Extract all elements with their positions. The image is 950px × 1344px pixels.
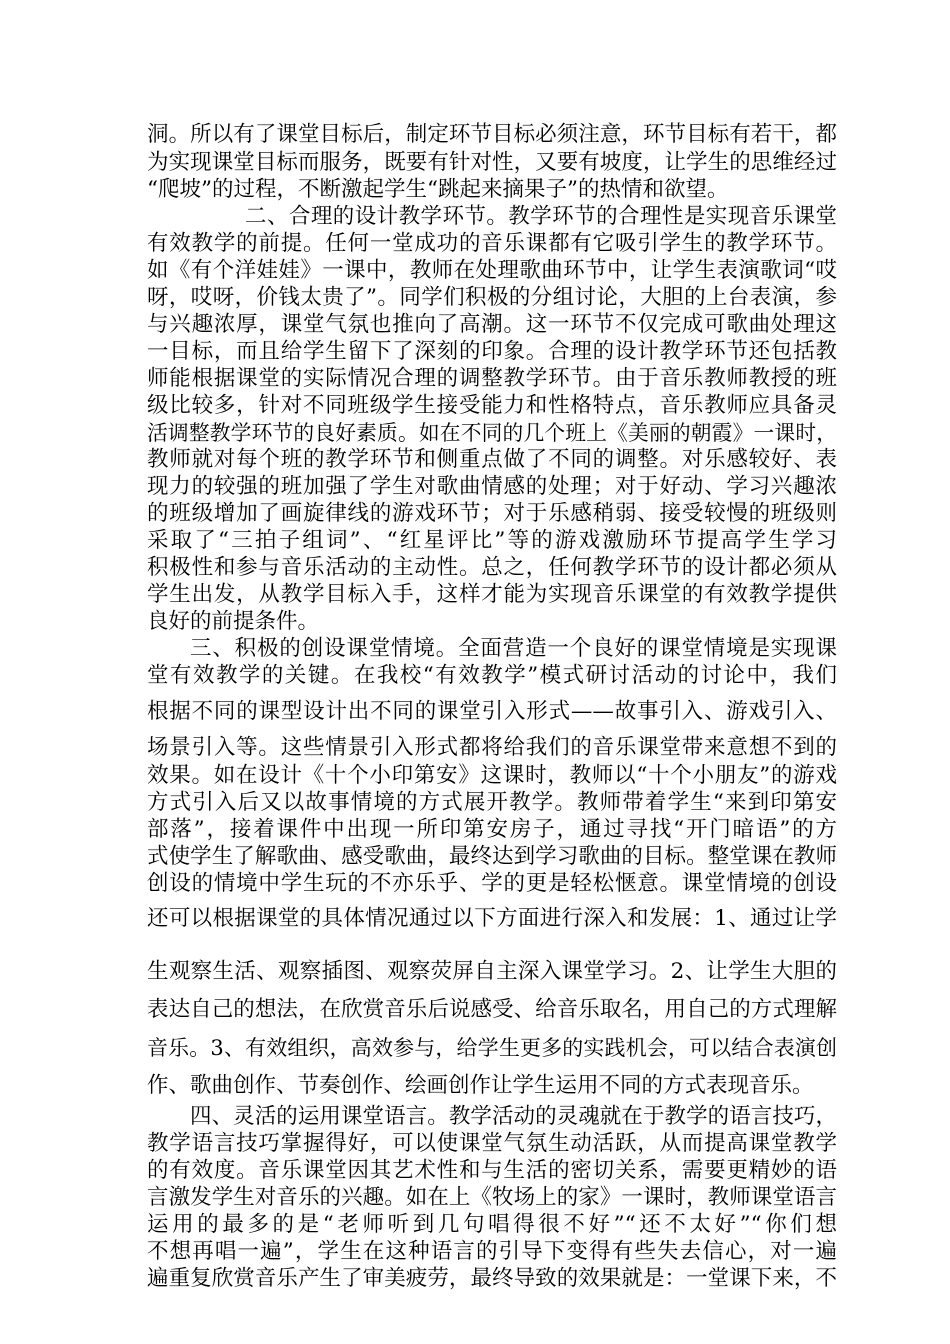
text-line: “爬坡”的过程，不断激起学生“跳起来摘果子”的热情和欲望。	[147, 177, 729, 202]
text-line: 三、积极的创设课堂情境。全面营造一个良好的课堂情境是实现课	[190, 636, 837, 661]
text-line: 创设的情境中学生玩的不亦乐乎、学的更是轻松惬意。课堂情境的创设	[147, 871, 837, 896]
text-line: 学生出发，从教学目标入手，这样才能为实现音乐课堂的有效教学提供	[147, 582, 837, 607]
text-line: 作、歌曲创作、节奏创作、绘画创作让学生运用不同的方式表现音乐。	[147, 1073, 814, 1098]
text-line: 有效教学的前提。任何一堂成功的音乐课都有它吸引学生的教学环节。	[147, 231, 837, 256]
text-line: 场景引入等。这些情景引入形式都将给我们的音乐课堂带来意想不到的	[147, 735, 837, 760]
text-line: 堂有效教学的关键。在我校“有效教学”模式研讨活动的讨论中，我们	[147, 663, 837, 688]
text-line: 呀，哎呀，价钱太贵了”。同学们积极的分组讨论，大胆的上台表演，参	[147, 285, 837, 310]
text-line: 积极性和参与音乐活动的主动性。总之，任何教学环节的设计都必须从	[147, 555, 837, 580]
text-line: 与兴趣浓厚，课堂气氛也推向了高潮。这一环节不仅完成可歌曲处理这	[147, 312, 837, 337]
text-line: 级比较多，针对不同班级学生接受能力和性格特点，音乐教师应具备灵	[147, 393, 837, 418]
text-line: 良好的前提条件。	[147, 609, 320, 634]
text-line: 表达自己的想法，在欣赏音乐后说感受、给音乐取名，用自己的方式理解	[147, 997, 837, 1022]
text-line: 的班级增加了画旋律线的游戏环节；对于乐感稍弱、接受较慢的班级则	[147, 501, 837, 526]
text-line: 根据不同的课型设计出不同的课堂引入形式——故事引入、游戏引入、	[147, 699, 837, 724]
text-line: 洞。所以有了课堂目标后，制定环节目标必须注意，环节目标有若干，都	[147, 122, 837, 147]
text-line: 还可以根据课堂的具体情况通过以下方面进行深入和发展：1、通过让学	[147, 906, 837, 931]
text-line: 教师就对每个班的教学环节和侧重点做了不同的调整。对乐感较好、表	[147, 447, 837, 472]
text-line: 的有效度。音乐课堂因其艺术性和与生活的密切关系，需要更精妙的语	[147, 1158, 837, 1183]
text-line: 式使学生了解歌曲、感受歌曲，最终达到学习歌曲的目标。整堂课在教师	[147, 844, 837, 869]
text-line: 现力的较强的班加强了学生对歌曲情感的处理；对于好动、学习兴趣浓	[147, 474, 837, 499]
text-line: 生观察生活、观察插图、观察荧屏自主深入课堂学习。2、让学生大胆的	[147, 959, 837, 984]
text-line: 一目标，而且给学生留下了深刻的印象。合理的设计教学环节还包括教	[147, 339, 837, 364]
text-line: 活调整教学环节的良好素质。如在不同的几个班上《美丽的朝霞》一课时，	[147, 421, 837, 445]
text-line: 不想再唱一遍”，学生在这种语言的引导下变得有些失去信心，对一遍	[147, 1239, 837, 1264]
text-line: 效果。如在设计《十个小印第安》这课时，教师以“十个小朋友”的游戏	[147, 763, 837, 788]
text-line: 教学语言技巧掌握得好，可以使课堂气氛生动活跃，从而提高课堂教学	[147, 1131, 837, 1156]
text-line: 部落”，接着课件中出现一所印第安房子，通过寻找“开门暗语”的方	[147, 817, 837, 842]
text-line: 为实现课堂目标而服务，既要有针对性，又要有坡度，让学生的思维经过	[147, 150, 837, 175]
text-line: 音乐。3、有效组织，高效参与，给学生更多的实践机会，可以结合表演创	[147, 1036, 837, 1060]
text-line: 遍重复欣赏音乐产生了审美疲劳，最终导致的效果就是：一堂课下来，不	[147, 1266, 837, 1291]
text-line: 如《有个洋娃娃》一课中，教师在处理歌曲环节中，让学生表演歌词“哎	[147, 258, 837, 283]
text-line: 师能根据课堂的实际情况合理的调整教学环节。由于音乐教师教授的班	[147, 366, 837, 391]
text-line: 四、灵活的运用课堂语言。教学活动的灵魂就在于教学的语言技巧，	[190, 1104, 837, 1129]
text-line: 采取了“三拍子组词”、“红星评比”等的游戏激励环节提高学生学习	[147, 528, 837, 553]
text-line: 运用的最多的是“老师听到几句唱得很不好”“还不太好”“你们想	[147, 1212, 837, 1237]
text-line: 二、合理的设计教学环节。教学环节的合理性是实现音乐课堂	[245, 204, 837, 229]
text-line: 方式引入后又以故事情境的方式展开教学。教师带着学生“来到印第安	[147, 790, 837, 815]
text-line: 言激发学生对音乐的兴趣。如在上《牧场上的家》一课时，教师课堂语言	[147, 1185, 837, 1210]
